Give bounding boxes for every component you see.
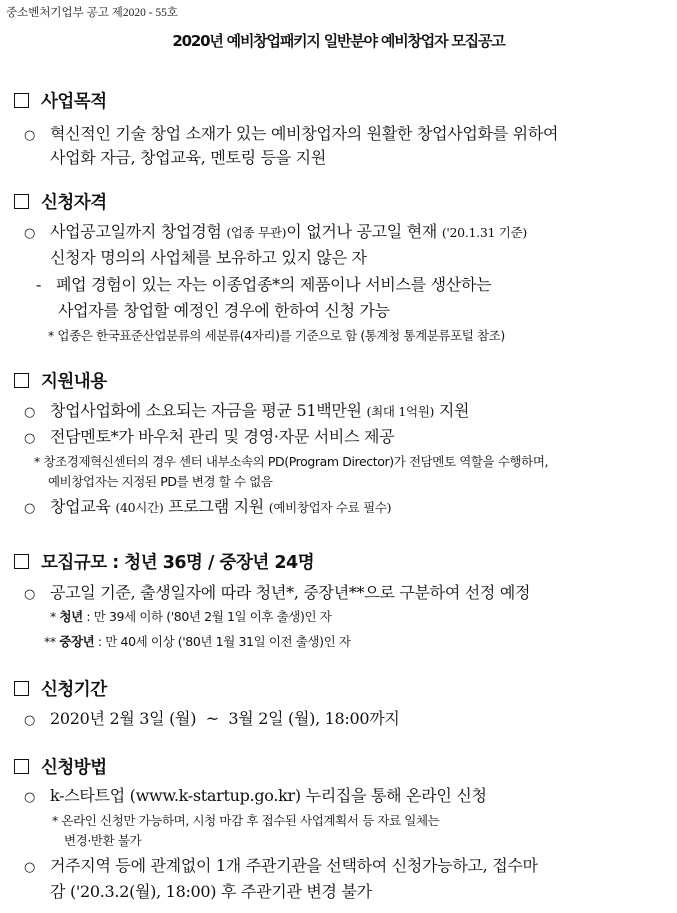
section-heading-support: 지원내용 (14, 368, 107, 393)
support-item-1: ○ 창업사업화에 소요되는 자금을 평균 51백만원 (최대 1억원) 지원 (24, 401, 470, 420)
support-item-3: ○ 창업교육 (40시간) 프로그램 지원 (예비창업자 수료 필수) (24, 497, 392, 516)
scale-line-1: ○ 공고일 기준, 출생일자에 따라 청년*, 중장년**으로 구분하여 선정 예정 (24, 583, 531, 602)
method-note-line-1: * 온라인 신청만 가능하며, 시청 마감 후 접수된 사업계획서 등 자료 일체는 (52, 813, 440, 828)
dash-bullet: - (36, 275, 42, 294)
circle-bullet-icon: ○ (24, 860, 36, 875)
circle-bullet-icon: ○ (24, 501, 36, 516)
eligibility-line-4: 사업자를 창업할 예정인 경우에 한하여 신청 가능 (58, 301, 390, 320)
section-heading-method: 신청방법 (14, 754, 107, 779)
support-item-2: ○ 전담멘토*가 바우처 관리 및 경영·자문 서비스 제공 (24, 427, 395, 446)
circle-bullet-icon: ○ (24, 405, 36, 420)
eligibility-note: * 업종은 한국표준산업분류의 세분류(4자리)를 기준으로 함 (통계청 통계분류포털 참조) (48, 328, 505, 343)
support-note-line-1: * 창조경제혁신센터의 경우 센터 내부소속의 PD(Program Director)가 전담멘토 역할을 수행하며, (34, 454, 549, 469)
section-heading-purpose: 사업목적 (14, 88, 107, 113)
checkbox-square-icon (14, 373, 29, 388)
page-title: 2020년 예비창업패키지 일반분야 예비창업자 모집공고 (172, 32, 505, 50)
eligibility-line-1: ○ 사업공고일까지 창업경험 (업종 무관)이 없거나 공고일 현재 ('20.1.31 기준) (24, 222, 527, 241)
notice-number: 중소벤처기업부 공고 제2020 - 55호 (6, 7, 179, 19)
circle-bullet-icon: ○ (24, 587, 36, 602)
method-line-1: ○ k-스타트업 (www.k-startup.go.kr) 누리집을 통해 온라인 신청 (24, 786, 487, 805)
scale-note-youth: * 청년 : 만 39세 이하 ('80년 2월 1일 이후 출생)인 자 (50, 609, 332, 624)
support-note-line-2: 예비창업자는 지정된 PD를 변경 할 수 없음 (48, 474, 273, 489)
section-heading-scale: 모집규모 : 청년 36명 / 중장년 24명 (14, 549, 314, 574)
purpose-line-2: 사업화 자금, 창업교육, 멘토링 등을 지원 (50, 148, 326, 167)
circle-bullet-icon: ○ (24, 226, 36, 241)
method-line-3: 감 ('20.3.2(월), 18:00) 후 주관기관 변경 불가 (50, 882, 372, 901)
section-heading-period: 신청기간 (14, 676, 107, 701)
circle-bullet-icon: ○ (24, 431, 36, 446)
circle-bullet-icon: ○ (24, 713, 36, 728)
circle-bullet-icon: ○ (24, 790, 36, 805)
circle-bullet-icon: ○ (24, 128, 36, 143)
eligibility-line-2: 신청자 명의의 사업체를 보유하고 있지 않은 자 (50, 248, 367, 267)
checkbox-square-icon (14, 681, 29, 696)
eligibility-line-3: - 폐업 경험이 있는 자는 이종업종*의 제품이나 서비스를 생산하는 (36, 275, 492, 294)
method-line-2: ○ 거주지역 등에 관계없이 1개 주관기관을 선택하여 신청가능하고, 접수마 (24, 856, 538, 875)
section-heading-eligibility: 신청자격 (14, 189, 107, 214)
checkbox-square-icon (14, 554, 29, 569)
checkbox-square-icon (14, 93, 29, 108)
checkbox-square-icon (14, 759, 29, 774)
checkbox-square-icon (14, 194, 29, 209)
method-note-line-2: 변경·반환 불가 (64, 833, 142, 848)
purpose-line-1: ○ 혁신적인 기술 창업 소재가 있는 예비창업자의 원활한 창업사업화를 위하여 (24, 124, 559, 143)
scale-note-middle-aged: ** 중장년 : 만 40세 이상 ('80년 1월 31일 이전 출생)인 자 (44, 634, 351, 649)
period-line-1: ○ 2020년 2월 3일 (월) ~ 3월 2일 (월), 18:00까지 (24, 709, 400, 728)
